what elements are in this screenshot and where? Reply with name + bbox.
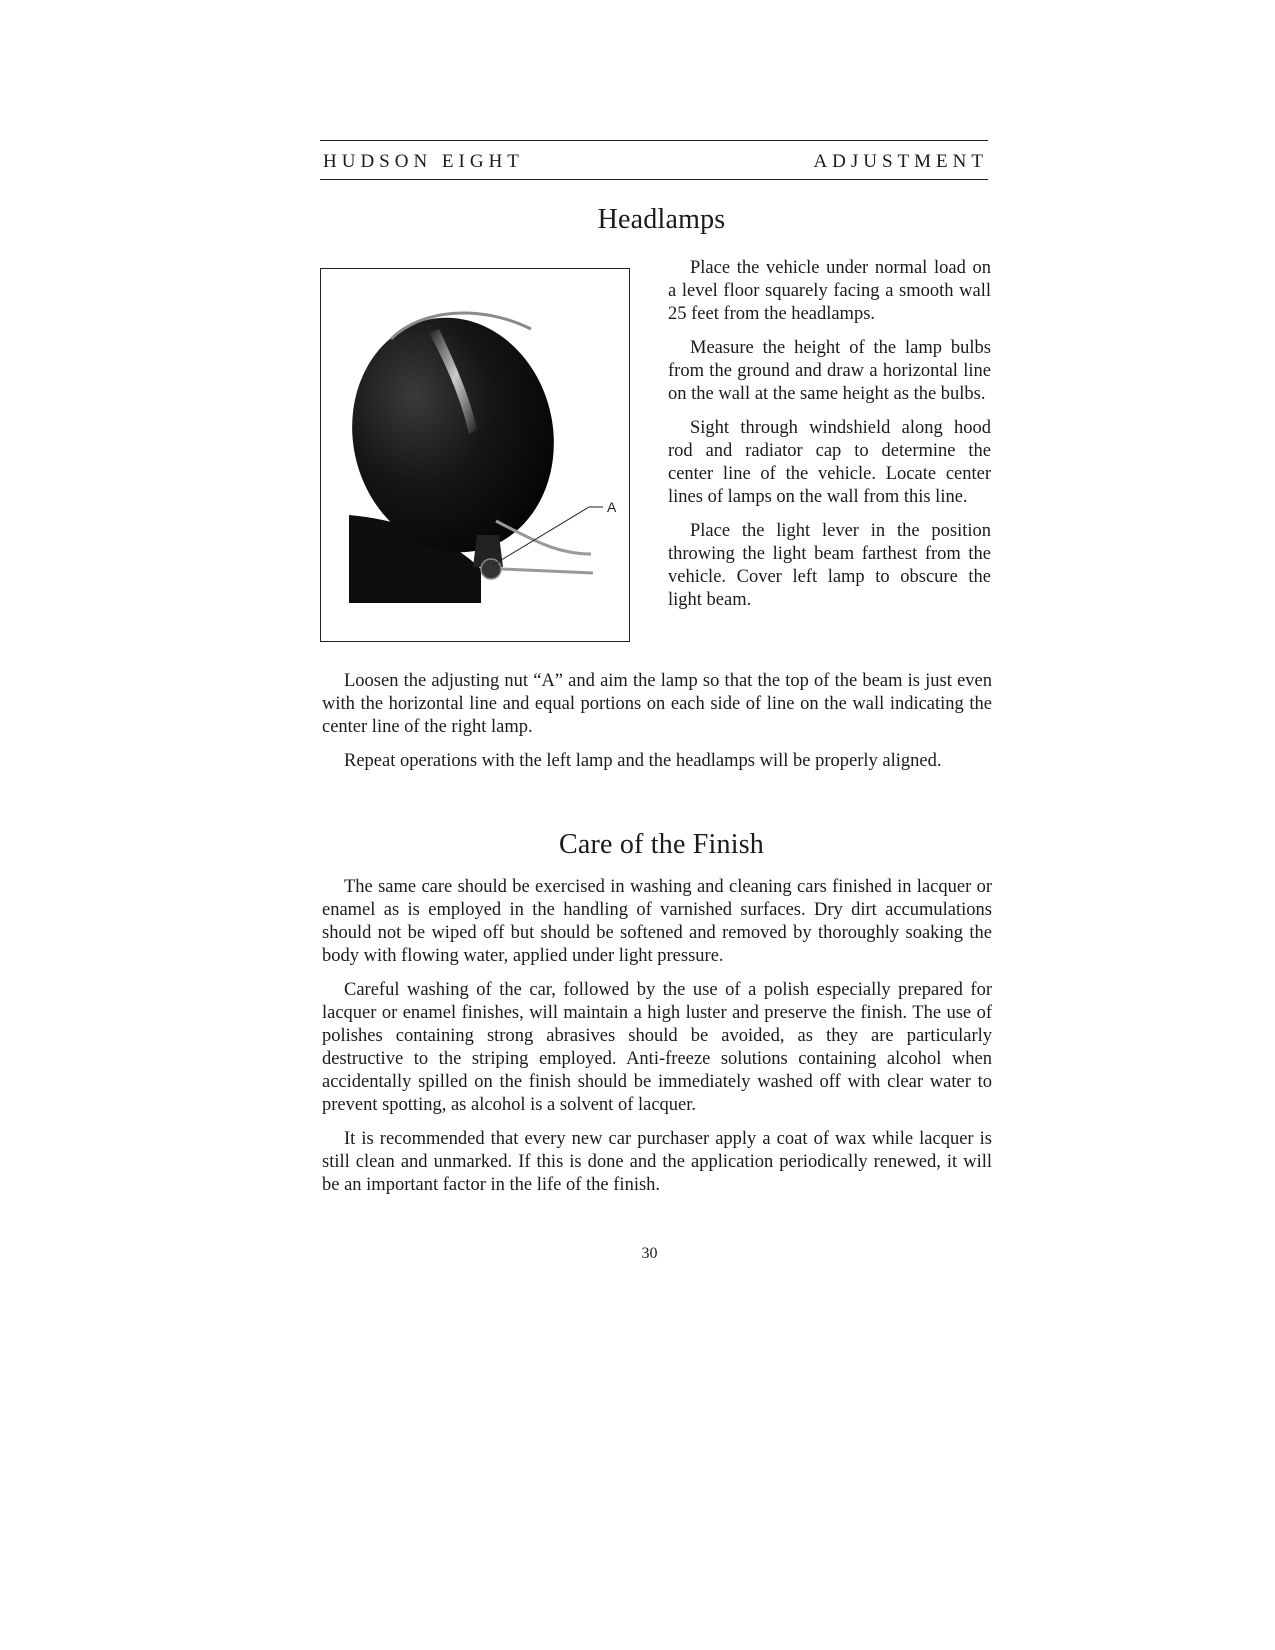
care-text	[322, 876, 992, 1208]
care-paragraph-3: It is recommended that every new car purchaser apply a coat of wax while lacquer is still clean and unmarked. If this is done and the application periodically renewed, it will be an important factor in the life of the finish.	[322, 1129, 992, 1195]
headlamps-paragraph-5: Loosen the adjusting nut “A” and aim the lamp so that the top of the beam is just even with the horizontal line and equal portions on each side of line on the wall indicating the center line of the right lamp.	[322, 671, 992, 737]
page-number: 30	[641, 1245, 658, 1262]
headlamps-paragraph-4: Place the light lever in the position throwing the light beam farthest from the vehicle. Cover left lamp to obscure the light beam.	[668, 521, 991, 610]
care-paragraph-1: The same care should be exercised in washing and cleaning cars finished in lacquer or enamel as is employed in the handling of varnished surfaces. Dry dirt accumulations should not be wiped off but should be softened and removed by thoroughly soaking the body with flowing water, applied under light pressure.	[322, 877, 992, 966]
headlamps-paragraph-3: Sight through windshield along hood rod and radiator cap to determine the center line of the vehicle. Locate center lines of lamps on the wall from this line.	[668, 418, 991, 507]
headlamps-side-text	[668, 257, 991, 623]
care-title: Care of the Finish	[558, 829, 764, 860]
headlamps-full-text	[322, 670, 992, 784]
tie-rod-lower	[501, 569, 593, 573]
headlamp-illustration	[321, 269, 628, 640]
running-header-left: HUDSON EIGHT	[323, 151, 524, 172]
headlamps-paragraph-6: Repeat operations with the left lamp and the headlamps will be properly aligned.	[344, 751, 942, 771]
label-a: A	[607, 499, 617, 515]
headlamp-figure	[320, 268, 630, 642]
headlamps-paragraph-1: Place the vehicle under normal load on a level floor squarely facing a smooth wall 25 feet from the headlamps.	[668, 258, 991, 324]
care-paragraph-2: Careful washing of the car, followed by the use of a polish especially prepared for lacquer or enamel finishes, will maintain a high luster and preserve the finish. The use of polishes containing strong abrasives should be avoided, as they are particularly destructive to the striping employed. Anti-freeze solutions containing alcohol when accidentally spilled on the finish should be immediately washed off with clear water to prevent spotting, as alcohol is a solvent of lacquer.	[322, 980, 992, 1115]
running-header-right: ADJUSTMENT	[813, 151, 988, 172]
header-rule-bottom	[320, 179, 988, 180]
headlamps-paragraph-2: Measure the height of the lamp bulbs from the ground and draw a horizontal line on the wall at the same height as the bulbs.	[668, 338, 991, 404]
header-rule-top	[320, 140, 988, 141]
headlamps-title: Headlamps	[597, 204, 726, 235]
